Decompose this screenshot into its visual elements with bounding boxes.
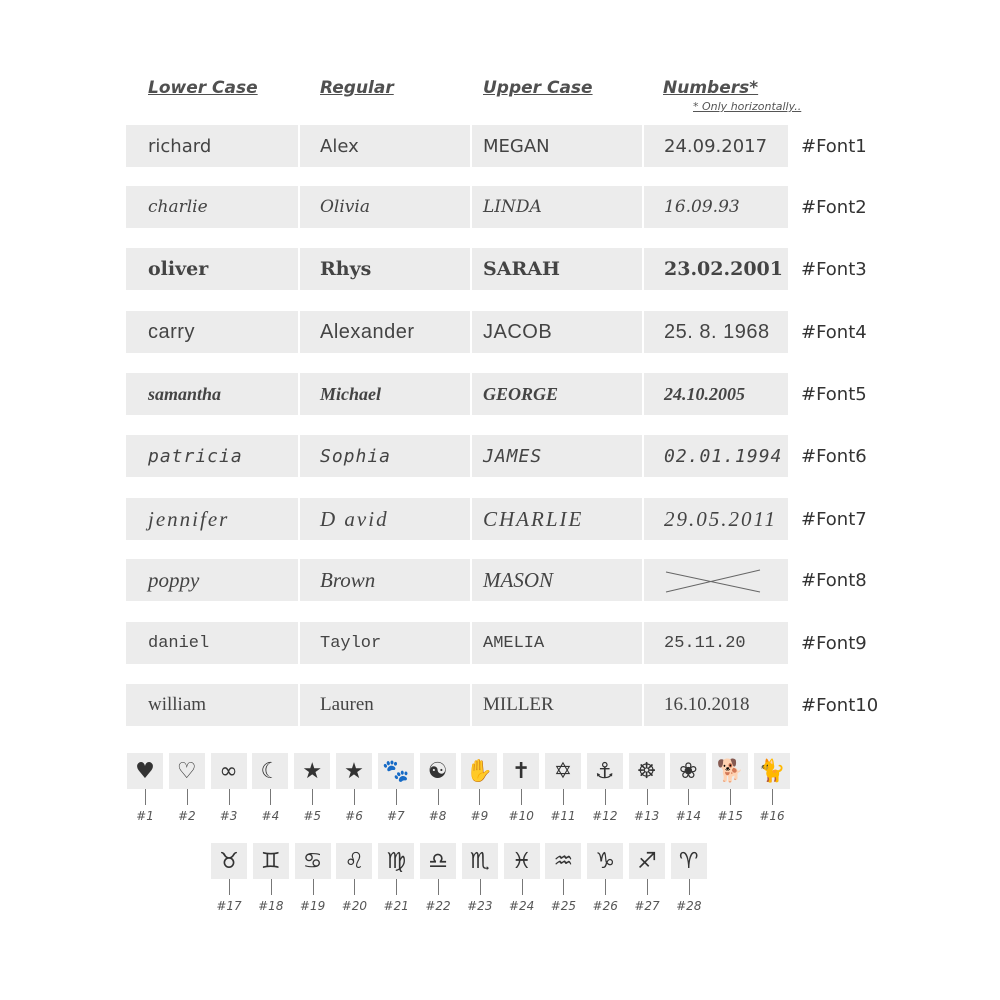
lower-sample: jennifer xyxy=(126,498,298,540)
font-row-3 xyxy=(126,248,916,290)
lower-sample: richard xyxy=(126,125,298,167)
lower-sample: william xyxy=(126,684,298,726)
numbers-sample: 29.05.2011 xyxy=(644,498,788,540)
symbol-connector xyxy=(647,789,648,805)
symbol-connector xyxy=(605,789,606,805)
font-tag: #Font2 xyxy=(801,196,867,218)
hamsa-icon: ✋ xyxy=(461,753,497,789)
capricorn-icon: ♑ xyxy=(587,843,623,879)
symbol-label: #7 xyxy=(386,809,405,823)
font-row-7 xyxy=(126,498,916,540)
virgo-icon: ♍ xyxy=(378,843,414,879)
aries-icon: ♈ xyxy=(671,843,707,879)
font-tag: #Font6 xyxy=(801,445,867,467)
symbol-connector xyxy=(647,879,648,895)
lower-sample: poppy xyxy=(126,559,298,601)
symbol-connector xyxy=(521,789,522,805)
symbol-connector xyxy=(271,879,272,895)
cross-icon: ✝ xyxy=(503,753,539,789)
upper-sample: GEORGE xyxy=(472,373,642,415)
upper-sample: JAMES xyxy=(472,435,642,477)
symbol-connector xyxy=(438,879,439,895)
libra-icon: ♎ xyxy=(420,843,456,879)
symbol-label: #17 xyxy=(216,899,242,913)
numbers-sample: 25. 8. 1968 xyxy=(644,311,788,353)
paw-icon: 🐾 xyxy=(378,753,414,789)
infinity-icon: ∞ xyxy=(211,753,247,789)
upper-sample: AMELIA xyxy=(472,622,642,664)
scorpio-icon: ♏ xyxy=(462,843,498,879)
font-tag: #Font5 xyxy=(801,383,867,405)
star-icon: ★ xyxy=(294,753,330,789)
ship-wheel-icon: ☸ xyxy=(629,753,665,789)
symbol-connector xyxy=(479,789,480,805)
font-tag: #Font7 xyxy=(801,508,867,530)
heart-outline-icon: ♡ xyxy=(169,753,205,789)
dog-icon: 🐕 xyxy=(712,753,748,789)
symbol-connector xyxy=(229,879,230,895)
leo-icon: ♌ xyxy=(336,843,372,879)
symbol-label: #9 xyxy=(470,809,489,823)
regular-sample: Brown xyxy=(300,559,470,601)
font-tag: #Font9 xyxy=(801,632,867,654)
symbol-label: #26 xyxy=(592,899,618,913)
font-row-4 xyxy=(126,311,916,353)
font-tag: #Font1 xyxy=(801,135,867,157)
regular-sample: Alex xyxy=(300,125,470,167)
font-tag: #Font4 xyxy=(801,321,867,343)
sagittarius-icon: ♐ xyxy=(629,843,665,879)
symbol-connector xyxy=(772,789,773,805)
crossed-out-icon xyxy=(664,564,764,596)
numbers-sample: 24.09.2017 xyxy=(644,125,788,167)
aquarius-icon: ♒ xyxy=(545,843,581,879)
numbers-unavailable xyxy=(644,559,788,601)
upper-sample: CHARLIE xyxy=(472,498,642,540)
symbol-label: #21 xyxy=(383,899,409,913)
symbol-connector xyxy=(689,879,690,895)
symbol-connector xyxy=(605,879,606,895)
font-row-1 xyxy=(126,125,916,167)
font-row-5 xyxy=(126,373,916,415)
gemini-icon: ♊ xyxy=(253,843,289,879)
upper-sample: MEGAN xyxy=(472,125,642,167)
font-row-9 xyxy=(126,622,916,664)
moon-icon: ☾ xyxy=(252,753,288,789)
taurus-icon: ♉ xyxy=(211,843,247,879)
lower-sample: daniel xyxy=(126,622,298,664)
pisces-icon: ♓ xyxy=(504,843,540,879)
symbol-label: #10 xyxy=(508,809,534,823)
symbol-label: #24 xyxy=(508,899,535,913)
symbol-label: #3 xyxy=(219,809,238,823)
symbol-label: #14 xyxy=(675,809,702,823)
header-upper-case: Upper Case xyxy=(483,78,593,98)
upper-sample: MILLER xyxy=(472,684,642,726)
symbol-connector xyxy=(563,789,564,805)
numbers-sample: 23.02.2001 xyxy=(644,248,788,290)
symbol-connector xyxy=(522,879,523,895)
symbol-label: #25 xyxy=(550,899,577,913)
yin-yang-icon: ☯ xyxy=(420,753,456,789)
numbers-sample: 25.11.20 xyxy=(644,622,788,664)
symbol-connector xyxy=(396,879,397,895)
upper-sample: SARAH xyxy=(472,248,642,290)
regular-sample: Lauren xyxy=(300,684,470,726)
symbol-connector xyxy=(312,789,313,805)
symbol-label: #20 xyxy=(341,899,368,913)
numbers-sample: 16.09.93 xyxy=(644,186,788,228)
regular-sample: D avid xyxy=(300,498,470,540)
star-of-david-icon: ✡ xyxy=(545,753,581,789)
symbol-label: #2 xyxy=(177,809,196,823)
symbol-connector xyxy=(145,789,146,805)
symbol-connector xyxy=(480,879,481,895)
font-row-6 xyxy=(126,435,916,477)
regular-sample: Rhys xyxy=(300,248,470,290)
anchor-icon: ⚓ xyxy=(587,753,623,789)
symbol-label: #23 xyxy=(467,899,493,913)
symbol-connector xyxy=(354,879,355,895)
numbers-sample: 02.01.1994 xyxy=(644,435,788,477)
regular-sample: Taylor xyxy=(300,622,470,664)
lower-sample: oliver xyxy=(126,248,298,290)
symbol-label: #8 xyxy=(428,809,447,823)
numbers-note: * Only horizontally.. xyxy=(693,100,802,113)
regular-sample: Alexander xyxy=(300,311,470,353)
header-regular: Regular xyxy=(320,78,394,98)
upper-sample: LINDA xyxy=(472,186,642,228)
symbol-connector xyxy=(229,789,230,805)
upper-sample: JACOB xyxy=(472,311,642,353)
symbol-connector xyxy=(270,789,271,805)
symbol-connector xyxy=(438,789,439,805)
symbol-label: #18 xyxy=(258,899,284,913)
font-row-8 xyxy=(126,559,916,601)
header-lower-case: Lower Case xyxy=(148,78,258,98)
symbol-label: #5 xyxy=(303,809,322,823)
numbers-sample: 24.10.2005 xyxy=(644,373,788,415)
symbol-connector xyxy=(563,879,564,895)
cancer-icon: ♋ xyxy=(295,843,331,879)
lower-sample: charlie xyxy=(126,186,298,228)
lower-sample: patricia xyxy=(126,435,298,477)
symbol-label: #27 xyxy=(634,899,660,913)
symbol-connector xyxy=(187,789,188,805)
symbol-connector xyxy=(354,789,355,805)
lower-sample: carry xyxy=(126,311,298,353)
symbol-connector xyxy=(730,789,731,805)
symbol-label: #6 xyxy=(345,809,363,823)
symbol-label: #15 xyxy=(717,809,743,823)
symbol-label: #12 xyxy=(592,809,618,823)
symbol-connector xyxy=(313,879,314,895)
symbol-label: #4 xyxy=(261,809,280,823)
font-tag: #Font10 xyxy=(801,694,879,716)
star-bold-icon: ★ xyxy=(336,753,372,789)
regular-sample: Sophia xyxy=(300,435,470,477)
font-row-2 xyxy=(126,186,916,228)
symbol-label: #11 xyxy=(550,809,576,823)
font-tag: #Font3 xyxy=(801,258,867,280)
symbol-label: #28 xyxy=(676,899,702,913)
symbol-label: #13 xyxy=(633,809,660,823)
lower-sample: samantha xyxy=(126,373,298,415)
font-tag: #Font8 xyxy=(801,569,867,591)
regular-sample: Olivia xyxy=(300,186,470,228)
symbol-label: #1 xyxy=(136,809,154,823)
cat-icon: 🐈 xyxy=(754,753,790,789)
numbers-sample: 16.10.2018 xyxy=(644,684,788,726)
lotus-icon: ❀ xyxy=(670,753,706,789)
symbol-connector xyxy=(396,789,397,805)
upper-sample: MASON xyxy=(472,559,642,601)
font-row-10 xyxy=(126,684,916,726)
symbol-label: #19 xyxy=(299,899,326,913)
symbol-label: #16 xyxy=(759,809,785,823)
symbol-connector xyxy=(688,789,689,805)
header-numbers: Numbers* xyxy=(663,78,759,98)
heart-icon: ♥ xyxy=(127,753,163,789)
regular-sample: Michael xyxy=(300,373,470,415)
symbol-label: #22 xyxy=(425,899,451,913)
